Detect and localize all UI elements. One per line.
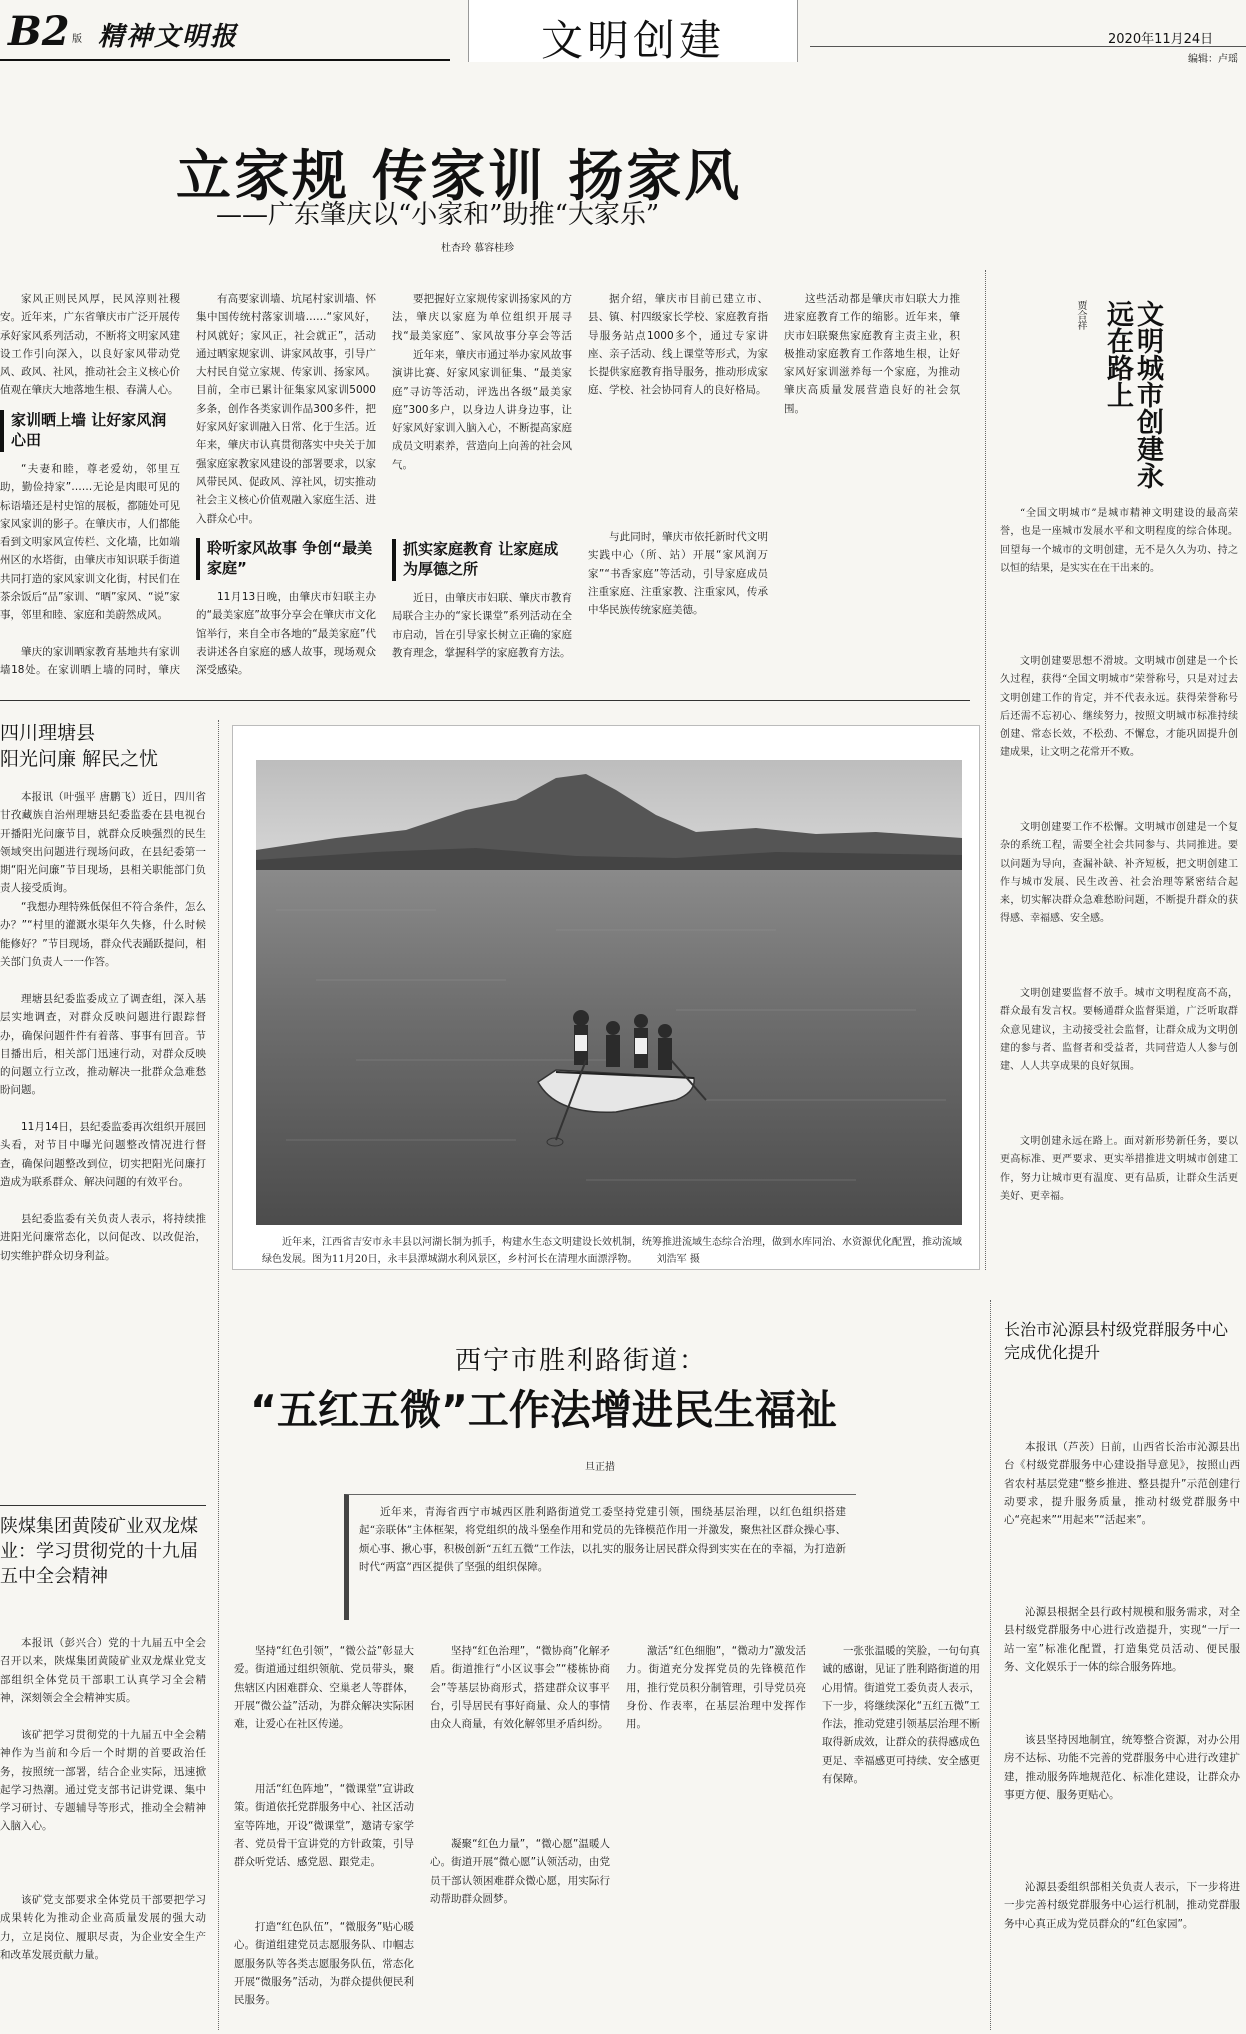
xining-paragraph: 坚持“红色治理”，“微协商”化解矛盾。街道推行“小区议事会”“楼栋协商会”等基层协商形式，搭建群众议事平台，引导居民有事好商量、众人的事情由众人商量，有效化解邻里矛盾纠纷。 bbox=[430, 1645, 610, 1731]
xining-paragraph: 一张张温暖的笑脸，一句句真诚的感谢，见证了胜利路街道的用心用情。街道党工委负责人表示，下一步，将继续深化“五红五微”工作法，推动党建引领基层治理不断取得新成效，让群众的获得感成色更足、幸福感更可持续、安全感更有保障。 bbox=[822, 1645, 980, 1786]
lead-subhead-2: 聆听家风故事 争创“最美家庭” bbox=[196, 538, 376, 580]
page-number: B2 bbox=[8, 8, 70, 55]
sichuan-paragraph: 理塘县纪委监委成立了调查组，深入基层实地调查，对群众反映问题进行跟踪督办，确保问题件件有着落、事事有回音。节目播出后，相关部门迅速行动，对群众反映的问题立行立改，推动解决一批群众急难愁盼问题。 bbox=[0, 993, 206, 1097]
lake-photo-image bbox=[256, 760, 962, 1225]
xining-paragraph: 用活“红色阵地”，“微课堂”宣讲政策。街道依托党群服务中心、社区活动室等阵地，开设“微课堂”，邀请专家学者、党员骨干宣讲党的方针政策，引导群众听党话、感党恩、跟党走。 bbox=[234, 1783, 414, 1869]
photo-credit: 刘浩军 摄 bbox=[656, 1254, 700, 1265]
xining-paragraph: 凝聚“红色力量”，“微心愿”温暖人心。街道开展“微心愿”认领活动，由党员干部认领困难群众微心愿，用实际行动帮助群众圆梦。 bbox=[430, 1838, 610, 1905]
editorial-title bbox=[1088, 300, 1168, 490]
xining-paragraph: 打造“红色队伍”，“微服务”贴心暖心。街道组建党员志愿服务队、巾帼志愿服务队等各类志愿服务队伍，常态化开展“微服务”活动，为群众提供便民利民服务。 bbox=[234, 1921, 414, 2007]
lead-column-2 bbox=[196, 290, 376, 688]
huangling-paragraph: 本报讯（彭兴合）党的十九届五中全会召开以来，陕煤集团黄陵矿业双龙煤业党支部组织全体党员干部职工认真学习全会精神，深刻领会全会精神实质。 bbox=[0, 1637, 206, 1704]
lead-headline: 立家规 传家训 扬家风 bbox=[176, 144, 743, 208]
editorial-paragraph: 文明创建要监督不放手。城市文明程度高不高，群众最有发言权。要畅通群众监督渠道，广泛听取群众意见建议，主动接受社会监督，让群众成为文明创建的参与者、监督者和受益者，共同营造人人参与创建、人人共享成果的良好氛围。 bbox=[1000, 988, 1238, 1073]
editorial-paragraph: 文明创建要工作不松懈。文明城市创建是一个复杂的系统工程，需要全社会共同参与、共同推进。要以问题为导向，查漏补缺、补齐短板，把文明创建工作与城市发展、民生改善、社会治理等紧密结合起来，切实解决群众急难愁盼问题，不断提升群众的获得感、幸福感、安全感。 bbox=[1000, 822, 1238, 925]
editorial-paragraph: 文明创建要思想不滑坡。文明城市创建是一个长久过程，获得“全国文明城市”荣誉称号，只是对过去文明创建工作的肯定，并不代表永远。获得荣誉称号后还需不忘初心、继续努力，按照文明城市标准持续创建、常态长效，不松劲、不懈怠，才能巩固提升创建成果，让文明之花常开不败。 bbox=[1000, 656, 1238, 759]
sichuan-paragraph: “我想办理特殊低保但不符合条件，怎么办？”“村里的灌溉水渠年久失修，什么时候能修好？”节目现场，群众代表踊跃提问，相关部门负责人一一作答。 bbox=[0, 901, 206, 968]
lead-column-5 bbox=[784, 290, 960, 688]
changzhi-article bbox=[1004, 1318, 1240, 2030]
lead-paragraph: 据介绍，肇庆市目前已建立市、县、镇、村四级家长学校、家庭教育指导服务站点1000多个，通过专家讲座、亲子活动、线上课堂等形式，为家长提供家庭教育指导服务，推动形成家庭、学校、社会协同育人的良好格局。 bbox=[588, 293, 768, 397]
lead-paragraph: 这些活动都是肇庆市妇联大力推进家庭教育工作的缩影。近年来，肇庆市妇联聚焦家庭教育主责主业，积极推动家庭教育工作落地生根，让好家风好家训滋养每一个家庭，为推动肇庆高质量发展营造良好的社会氛围。 bbox=[784, 293, 960, 415]
column-divider bbox=[990, 1300, 991, 2030]
changzhi-paragraph: 沁源县根据全县行政村规模和服务需求，对全县村级党群服务中心进行改造提升，实现“一厅一站一室”标准化配置，打造集党员活动、便民服务、文化娱乐于一体的综合服务阵地。 bbox=[1004, 1606, 1240, 1673]
huangling-paragraph: 该矿党支部要求全体党员干部要把学习成果转化为推动企业高质量发展的强大动力，立足岗位、履职尽责，为企业安全生产和改革发展贡献力量。 bbox=[0, 1894, 206, 1961]
editorial-paragraph: “全国文明城市”是城市精神文明建设的最高荣誉，也是一座城市发展水平和文明程度的综合体现。回望每一个城市的文明创建，无不是久久为功、持之以恒的结果，是实实在在干出来的。 bbox=[1000, 508, 1238, 574]
lead-column-1 bbox=[0, 290, 180, 688]
xining-intro: 近年来，青海省西宁市城西区胜利路街道党工委坚持党建引领，围绕基层治理，以红色组织搭建起“亲联体”主体框架，将党组织的战斗堡垒作用和党员的先锋模范作用一并激发，聚焦社区群众操心事、烦心事、揪心事，积极创新“五红五微”工作法，以扎实的服务让居民群众得到实实在在的幸福，为打造新时代“两富”西区提供了坚强的组织保障。 bbox=[359, 1506, 846, 1573]
xining-column-4 bbox=[822, 1642, 980, 2030]
xining-column-1 bbox=[234, 1642, 414, 2030]
section-title: 文明创建 bbox=[540, 16, 725, 65]
sichuan-title-2: 阳光问廉 解民之忧 bbox=[0, 748, 159, 770]
changzhi-title: 长治市沁源县村级党群服务中心完成优化提升 bbox=[1004, 1320, 1229, 1362]
sichuan-paragraph: 11月14日，县纪委监委再次组织开展回头看，对节目中曝光问题整改情况进行督查，确保问题整改到位，切实把阳光问廉打造成为联系群众、解决问题的有效平台。 bbox=[0, 1121, 206, 1188]
editorial-author: 贾合祥 bbox=[1075, 300, 1086, 330]
sichuan-paragraph: 县纪委监委有关负责人表示，将持续推进阳光问廉常态化，以问促改、以改促治，切实维护群众切身利益。 bbox=[0, 1213, 206, 1262]
xining-paragraph: 坚持“红色引领”，“微公益”彰显大爱。街道通过组织领航、党员带头，聚焦辖区内困难群众、空巢老人等群体，开展“微公益”活动，为群众解决实际困难，让爱心在社区传递。 bbox=[234, 1645, 414, 1731]
sichuan-title-1: 四川理塘县 bbox=[0, 722, 96, 744]
lead-subheadline: ——广东肇庆以“小家和”助推“大家乐” bbox=[216, 200, 660, 230]
page-unit: 版 bbox=[72, 34, 82, 45]
changzhi-paragraph: 本报讯（芦茨）日前，山西省长治市沁源县出台《村级党群服务中心建设指导意见》，按照山西省农村基层党建“整乡推进、整县提升”示范创建行动要求，提升服务质量，推动村级党群服务中心“亮起来”“用起来”“活起来”。 bbox=[1004, 1441, 1240, 1527]
xining-headline: “五红五微”工作法增进民生福祉 bbox=[250, 1386, 837, 1434]
lead-paragraph: 家风正则民风厚，民风淳则社稷安。近年来，广东省肇庆市广泛开展传承好家风系列活动，不断将文明家风建设工作引向深入，以良好家风带动党风、政风、社风，推动社会主义核心价值观在肇庆大地落地生根、春满人心。 bbox=[0, 293, 180, 397]
huangling-article bbox=[0, 1514, 206, 2029]
editor-credit: 编辑：卢瑶 bbox=[1188, 54, 1238, 65]
lead-paragraph: 近日，由肇庆市妇联、肇庆市教育局联合主办的“家长课堂”系列活动在全市启动，旨在引导家长树立正确的家庭教育理念，掌握科学的家庭教育方法。 bbox=[392, 592, 572, 659]
masthead bbox=[0, 0, 1246, 65]
masthead-divider-left bbox=[0, 59, 450, 61]
paper-name: 精神文明报 bbox=[98, 22, 239, 52]
lead-paragraph: “夫妻和睦，尊老爱幼，邻里互助，勤俭持家”……无论是肉眼可见的标语墙还是村史馆的展板，都随处可见家风家训的影子。在肇庆市，人们都能看到文明家风宣传栏、文化墙，比如端州区的水塔街，由肇庆市知识联手街道共同打造的家风家训文化街，村民们在茶余饭后“品”家训、“晒”家风、“说”家事，邻里和睦、家庭和美蔚然成风。 bbox=[0, 463, 180, 622]
sichuan-paragraph: 本报讯（叶强平 唐鹏飞）近日，四川省甘孜藏族自治州理塘县纪委监委在县电视台开播阳光问廉节目，就群众反映强烈的民生领域突出问题进行现场问政，在县纪委第一期“阳光问廉”节目现场，县相关职能部门负责人接受质询。 bbox=[0, 791, 206, 895]
xining-intro-box bbox=[344, 1494, 856, 1620]
news-photo bbox=[256, 760, 962, 1225]
xining-kicker: 西宁市胜利路街道： bbox=[455, 1346, 708, 1376]
xining-column-3 bbox=[626, 1642, 806, 2030]
huangling-paragraph: 该矿把学习贯彻党的十九届五中全会精神作为当前和今后一个时期的首要政治任务，按照统一部署，结合企业实际，迅速掀起学习热潮。通过党支部书记讲党课、集中学习研讨、专题辅导等形式，推动全会精神入脑入心。 bbox=[0, 1729, 206, 1833]
issue-date: 2020年11月24日 bbox=[1108, 32, 1214, 47]
lead-paragraph: 11月13日晚，由肇庆市妇联主办的“最美家庭”故事分享会在肇庆市文化馆举行，来自全市各地的“最美家庭”代表讲述各自家庭的感人故事，现场观众深受感染。 bbox=[196, 591, 376, 677]
photo-caption-text: 近年来，江西省吉安市永丰县以河湖长制为抓手，构建水生态文明建设长效机制，统筹推进流域生态综合治理，做到水库同治、水资源优化配置，推动流域绿色发展。图为11月20日，永丰县潭城湖水利风景区，乡村河长在清理水面漂浮物。 bbox=[262, 1237, 962, 1265]
lead-paragraph: 肇庆的家训晒家教育基地共有家训墙18处。在家训晒上墙的同时，肇庆 bbox=[0, 646, 180, 677]
lead-paragraph: 近年来，肇庆市通过举办家风故事演讲比赛、好家风家训征集、“最美家庭”寻访等活动，评选出各级“最美家庭”300多户，以身边人讲身边事，让好家风好家训入脑入心，不断提高家庭成员文明素养，营造向上向善的社会风气。 bbox=[392, 349, 572, 471]
divider bbox=[0, 700, 970, 701]
lead-paragraph: 有高要家训墙、坑尾村家训墙、怀集中国传统村落家训墙……“家风好，村风就好；家风正，社会就正”，活动通过晒家规家训、讲家风故事，引导广大村民自觉立家规、传家训、扬家风。目前，全市已累计征集家风家训5000多条，创作各类家训作品300多件，把好家风好家训融入日常、化于生活。近年来，肇庆市认真贯彻落实中央关于加强家庭家教家风建设的部署要求，以家风带民风、促政风、淳社风，切实推动社会主义核心价值观融入家庭生活、进入群众心中。 bbox=[196, 293, 376, 525]
lead-paragraph: 要把握好立家规传家训扬家风的方法，肇庆以家庭为单位组织开展寻找“最美家庭”、家风故事分享会等活 bbox=[392, 293, 572, 342]
xining-paragraph: 激活“红色细胞”，“微动力”激发活力。街道充分发挥党员的先锋模范作用，推行党员积分制管理，引导党员亮身份、作表率，在基层治理中发挥作用。 bbox=[626, 1645, 806, 1731]
xining-byline: 旦正措 bbox=[585, 1462, 615, 1473]
editorial-paragraph: 文明创建永远在路上。面对新形势新任务，要以更高标准、更严要求、更实举措推进文明城市创建工作，努力让城市更有温度、更有品质，让群众生活更美好、更幸福。 bbox=[1000, 1136, 1238, 1202]
lead-subhead-3: 抓实家庭教育 让家庭成为厚德之所 bbox=[392, 539, 572, 581]
changzhi-paragraph: 该县坚持因地制宜，统筹整合资源，对办公用房不达标、功能不完善的党群服务中心进行改建扩建，推动服务阵地规范化、标准化建设，让群众办事更方便、服务更贴心。 bbox=[1004, 1734, 1240, 1801]
editorial-title-text: 文明城市创建永远在路上 bbox=[1102, 300, 1163, 489]
changzhi-paragraph: 沁源县委组织部相关负责人表示，下一步将进一步完善村级党群服务中心运行机制，推动党群服务中心真正成为党员群众的“红色家园”。 bbox=[1004, 1881, 1240, 1930]
lead-byline: 杜杏玲 慕容桂珍 bbox=[441, 243, 515, 254]
lead-paragraph: 与此同时，肇庆市依托新时代文明实践中心（所、站）开展“家风润万家”“书香家庭”等活动，引导家庭成员注重家庭、注重家教、注重家风，传承中华民族传统家庭美德。 bbox=[588, 531, 768, 617]
lead-column-3 bbox=[392, 290, 572, 688]
lead-column-4 bbox=[588, 290, 768, 688]
lead-subhead-1: 家训晒上墙 让好家风润心田 bbox=[0, 410, 180, 452]
huangling-title: 陕煤集团黄陵矿业双龙煤业：学习贯彻党的十九届五中全会精神 bbox=[0, 1516, 198, 1587]
editorial-body bbox=[1000, 505, 1238, 1300]
photo-caption bbox=[262, 1234, 962, 1268]
divider bbox=[0, 1505, 206, 1506]
editorial-divider bbox=[985, 270, 986, 1270]
column-divider bbox=[218, 720, 219, 2030]
xining-column-2 bbox=[430, 1642, 610, 2030]
